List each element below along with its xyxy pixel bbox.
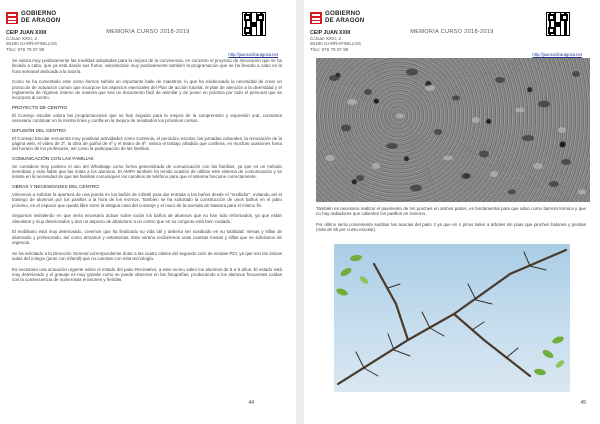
aragon-flag-icon xyxy=(6,12,18,24)
memoria-title: MEMORIA CURSO 2018-2019 xyxy=(410,29,494,35)
right-page-body xyxy=(316,206,586,237)
gobierno-aragon-logo xyxy=(310,10,402,26)
left-page xyxy=(0,0,296,424)
section-heading: PROYECTO DE CENTRO xyxy=(12,104,68,110)
school-name: CEIP JUAN XXIII xyxy=(310,30,351,36)
logo-line2: DE ARAGON xyxy=(21,16,61,24)
paragraph: Es necesaria una actuación urgente sobre el estado del patio Recreativo, a este recreo salen los alumnos de 5 a 8 años. El estado está muy deteriorado y el granaje es muy grande como se puede observar en las fotografías, produciendo a los alumnos frecuentes caídas con la consecuencia de numerosas erosiones y heridas. xyxy=(12,266,282,283)
page-number: 44 xyxy=(248,400,254,406)
paragraph: Volvemos a solicitar la apertura de una puerta en los bañós de infantil para dar entrada a los baños desde el "recibidor", evitando así el trasiego de alumnos por los pasillos a la hora de los recreos. También se ha solicitado la construcción de unos baños en el patio próximo, en el espacio que queda libre entre la antigua casa del conserje y el muro de la avenida de Navarra para el mismo fin. xyxy=(12,191,282,208)
page-number: 45 xyxy=(580,400,586,406)
memoria-title: MEMORIA CURSO 2018-2019 xyxy=(106,29,190,35)
school-phone: Tlno: 976 78 07 95 xyxy=(6,46,45,52)
school-url-link[interactable]: http://juanxxiiizaragoza.net xyxy=(228,52,278,57)
qr-code-icon xyxy=(242,12,266,36)
page-header xyxy=(6,10,290,57)
acacia-branch-illustration xyxy=(334,244,570,392)
paragraph: El mobiliario está muy deteriorado, creemos que ha finalizado su vida útil y debería ser sustituido en su totalidad: mesas y sillas de alumnado y profesorado, así como armarios y estanterías. Este verano recibiremos unas cuantas mesas y sillas que se solicitaron de urgencia. xyxy=(12,229,282,245)
school-city: 50190 GARRAPINILLOS xyxy=(6,41,58,47)
paragraph: Por último sería conveniente sustituir las acacias del patio 2 ya que en 4 pinos salen a árboles sin púas que pinchen balones y pelotas (más de 50 por curso escolar). xyxy=(316,221,586,232)
logo-line1: GOBIERNO xyxy=(325,10,361,17)
gravel-texture xyxy=(316,58,590,202)
paragraph: El Consejo escolar valora las programaciones que se han seguido para la mejora de la comprensión y expresión oral, considera necesario continuar en la misma línea y confía en la mejora de resultados los próximos cursos. xyxy=(12,112,282,124)
school-address: C/Juan XXIII, 2 xyxy=(6,36,37,42)
right-page xyxy=(304,0,600,424)
paragraph: Se ha solicitado a la Dirección General correspondiente dotar a las cuatro clases del segundo ciclo de sendas PDI, ya que son las únicas aulas del colegio (junto con infantil) que no cuentan con esta tecnología. xyxy=(12,250,282,261)
paragraph: Como se ha comentado este curso hemos sufrido un importante baile de maestros, lo que ha evidenciado la necesidad de crear un protocolo de actuación común que incorpore los aspectos esenciales del Plan de acción tutorial, el plan de atención a la diversidad y el reglamento de régimen interno de manera que sea un documento fácil de asimilar y de poner en práctica por todo el personal que se incorpora al centro. xyxy=(12,79,282,101)
aragon-flag-icon xyxy=(310,12,322,24)
school-address: C/Juan XXIII, 2 xyxy=(310,36,341,42)
section-heading: DIFUSIÓN DEL CENTRO xyxy=(12,127,66,133)
paragraph: También es necesario realizar el pavimento de los porches en ambos patios, es fundamental para que aduo como barrera térmica y que no hay radiadores que calienten los pasillos en invierno. xyxy=(316,206,586,217)
paragraph: El Consejo Escolar encuentra muy positivas actividades como Centenia, el periódico escolar, las jornadas culturales, la renovación de la página web, el vídeo de 2º, la obra de guiñol de 4º y el teatro de 6º. Valora el trabajo añadido que conlleva, en muchas ocasiones fuera del horario de los profesores, así como la participación de las familias. xyxy=(12,135,282,152)
gravel-playground-photo xyxy=(316,58,590,202)
logo-line1: GOBIERNO xyxy=(21,10,57,17)
school-name: CEIP JUAN XXIII xyxy=(6,30,47,36)
page-header xyxy=(310,10,594,57)
paragraph: Se considera muy positivo el uso del Whatsapp como forma generalizada de comunicación con las familias, ya que es un método inmediato y más fiable que las notas a los alumnos. El AMPA también ha tenido ocasión de utilizar este sistema de comunicación y se insiste en la necesidad de que las familias comuniquen los cambios de teléfono para que el sistema funcione correctamente. xyxy=(12,163,282,180)
section-heading: COMUNICACIÓN CON LAS FAMILIAS xyxy=(12,155,94,161)
section-heading: OBRAS Y NECESIDADES DEL CENTRO xyxy=(12,184,99,190)
qr-code-icon xyxy=(546,12,570,36)
gobierno-aragon-logo xyxy=(6,10,98,26)
left-page-body xyxy=(12,58,282,288)
logo-line2: DE ARAGON xyxy=(325,16,365,24)
school-url-link[interactable]: http://juanxxiiizaragoza.net xyxy=(532,52,582,57)
school-phone: Tlno: 976 78 07 95 xyxy=(310,46,349,52)
acacia-thorn-branch-photo xyxy=(334,244,570,392)
paragraph: Se valora muy positivamente las medidas adoptadas para la mejora de la convivencia, en concreto el proyecto de innovación que se ha llevado a cabo, que ya está dando sus frutos, valorándose muy positivamente también la programación que se ha llevado a cabo en la hora semanal dedicada a la tutoría. xyxy=(12,58,282,74)
paragraph: Seguimos insistiendo en que sería necesario actuar sobre todos los baños de alumnos que no han sido reformados, ya que están obsoletos y muy deteriorados y dan un aspecto de abandono a un centro que en su conjunto está bien cuidado. xyxy=(12,213,282,224)
school-city: 50190 GARRAPINILLOS xyxy=(310,41,362,47)
